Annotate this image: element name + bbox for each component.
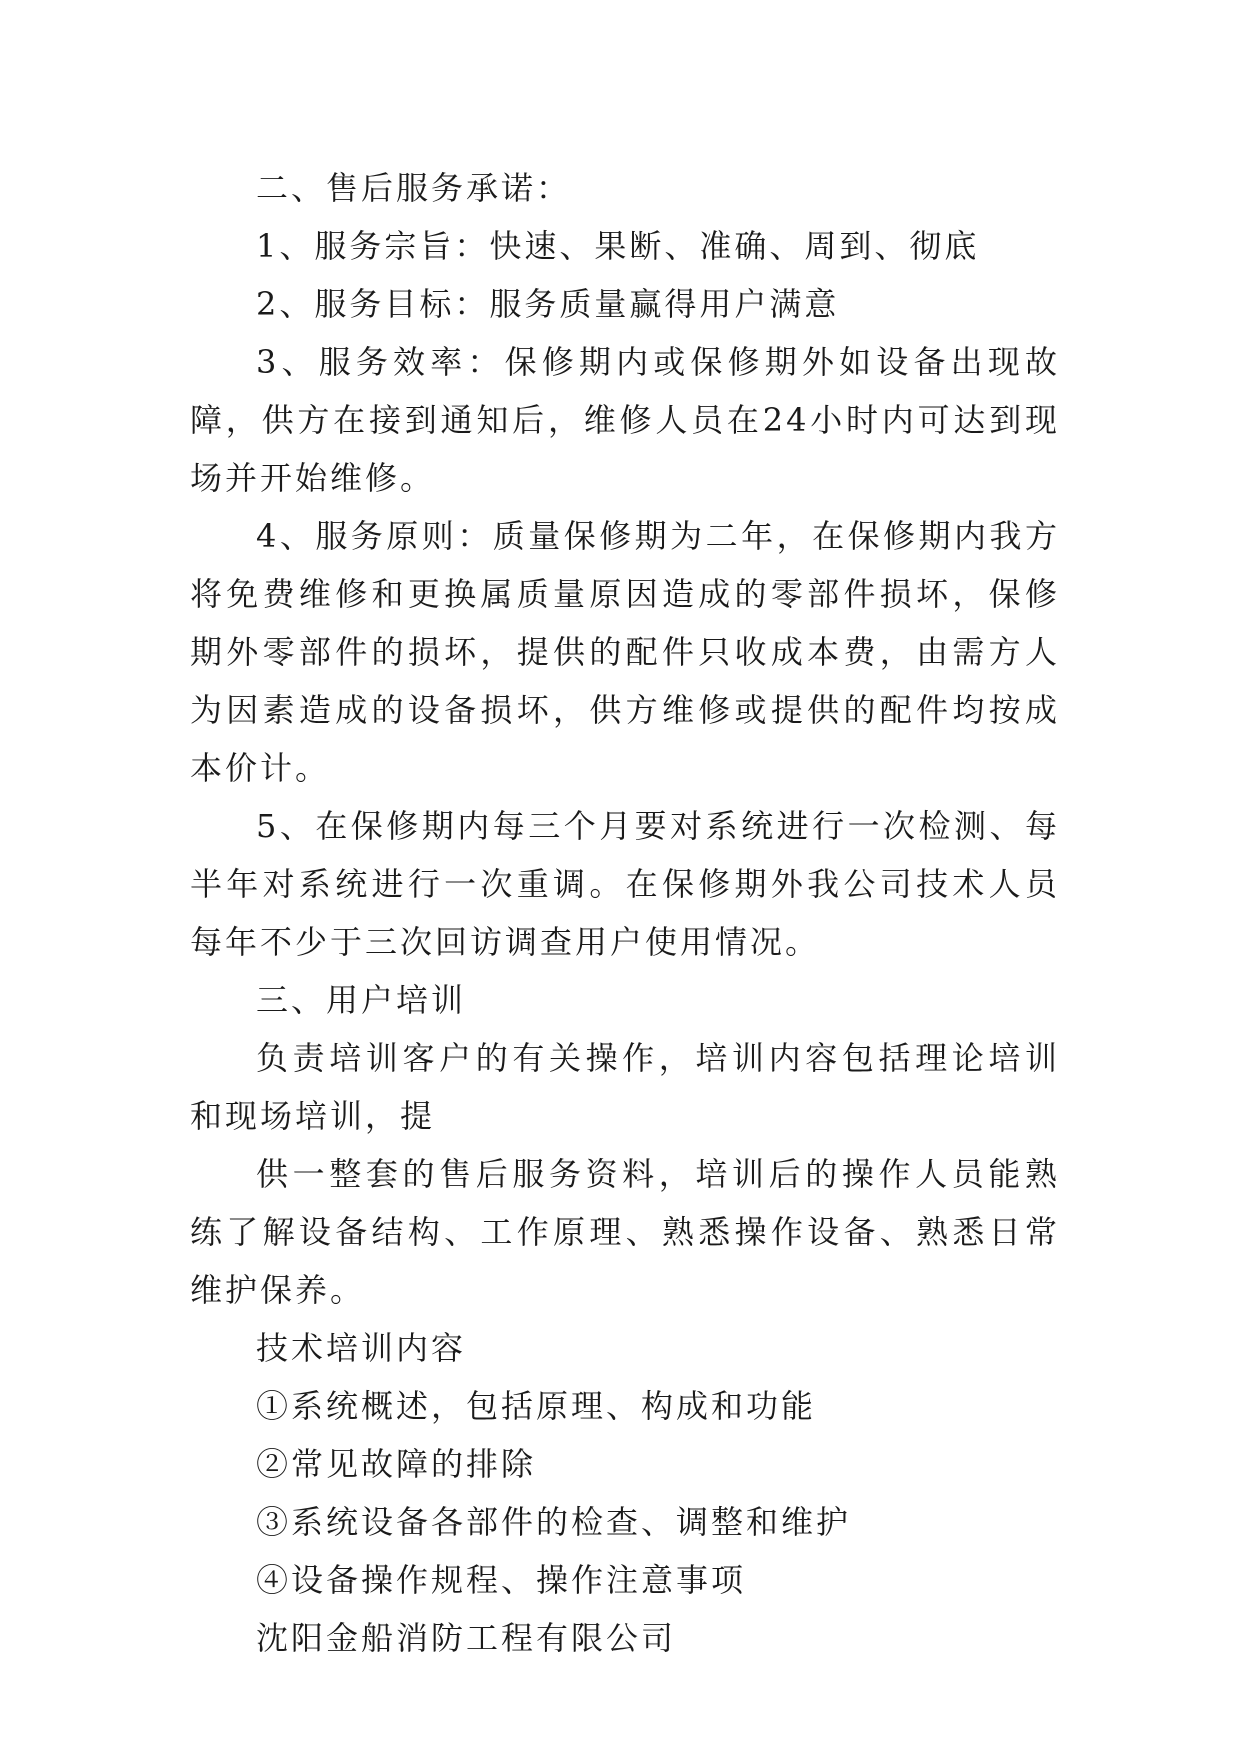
body-paragraph: 供一整套的售后服务资料，培训后的操作人员能熟练了解设备结构、工作原理、熟悉操作设备、熟悉日常维护保养。 (190, 1155, 1060, 1309)
subheading-training-content: 技术培训内容 (256, 1329, 467, 1367)
document-body (190, 159, 1060, 1667)
section-heading-training: 三、用户培训 (256, 981, 467, 1019)
company-signature: 沈阳金船消防工程有限公司 (256, 1619, 677, 1657)
list-item: ②常见故障的排除 (256, 1445, 537, 1483)
list-item: ③系统设备各部件的检查、调整和维护 (256, 1503, 852, 1541)
list-item: 1、服务宗旨：快速、果断、准确、周到、彻底 (256, 227, 980, 265)
list-item: 5、在保修期内每三个月要对系统进行一次检测、每半年对系统进行一次重调。在保修期外我公司技术人员每年不少于三次回访调查用户使用情况。 (190, 807, 1060, 961)
section-heading-after-sales: 二、售后服务承诺： (256, 169, 572, 207)
list-item: ①系统概述，包括原理、构成和功能 (256, 1387, 817, 1425)
body-paragraph: 负责培训客户的有关操作，培训内容包括理论培训和现场培训，提 (190, 1039, 1060, 1135)
list-item: 4、服务原则：质量保修期为二年，在保修期内我方将免费维修和更换属质量原因造成的零部件损坏，保修期外零部件的损坏，提供的配件只收成本费，由需方人为因素造成的设备损坏，供方维修或提供的配件均按成本价计。 (190, 517, 1060, 787)
list-item: 3、服务效率：保修期内或保修期外如设备出现故障，供方在接到通知后，维修人员在24小时内可达到现场并开始维修。 (190, 343, 1060, 497)
list-item: ④设备操作规程、操作注意事项 (256, 1561, 747, 1599)
list-item: 2、服务目标：服务质量赢得用户满意 (256, 285, 840, 323)
